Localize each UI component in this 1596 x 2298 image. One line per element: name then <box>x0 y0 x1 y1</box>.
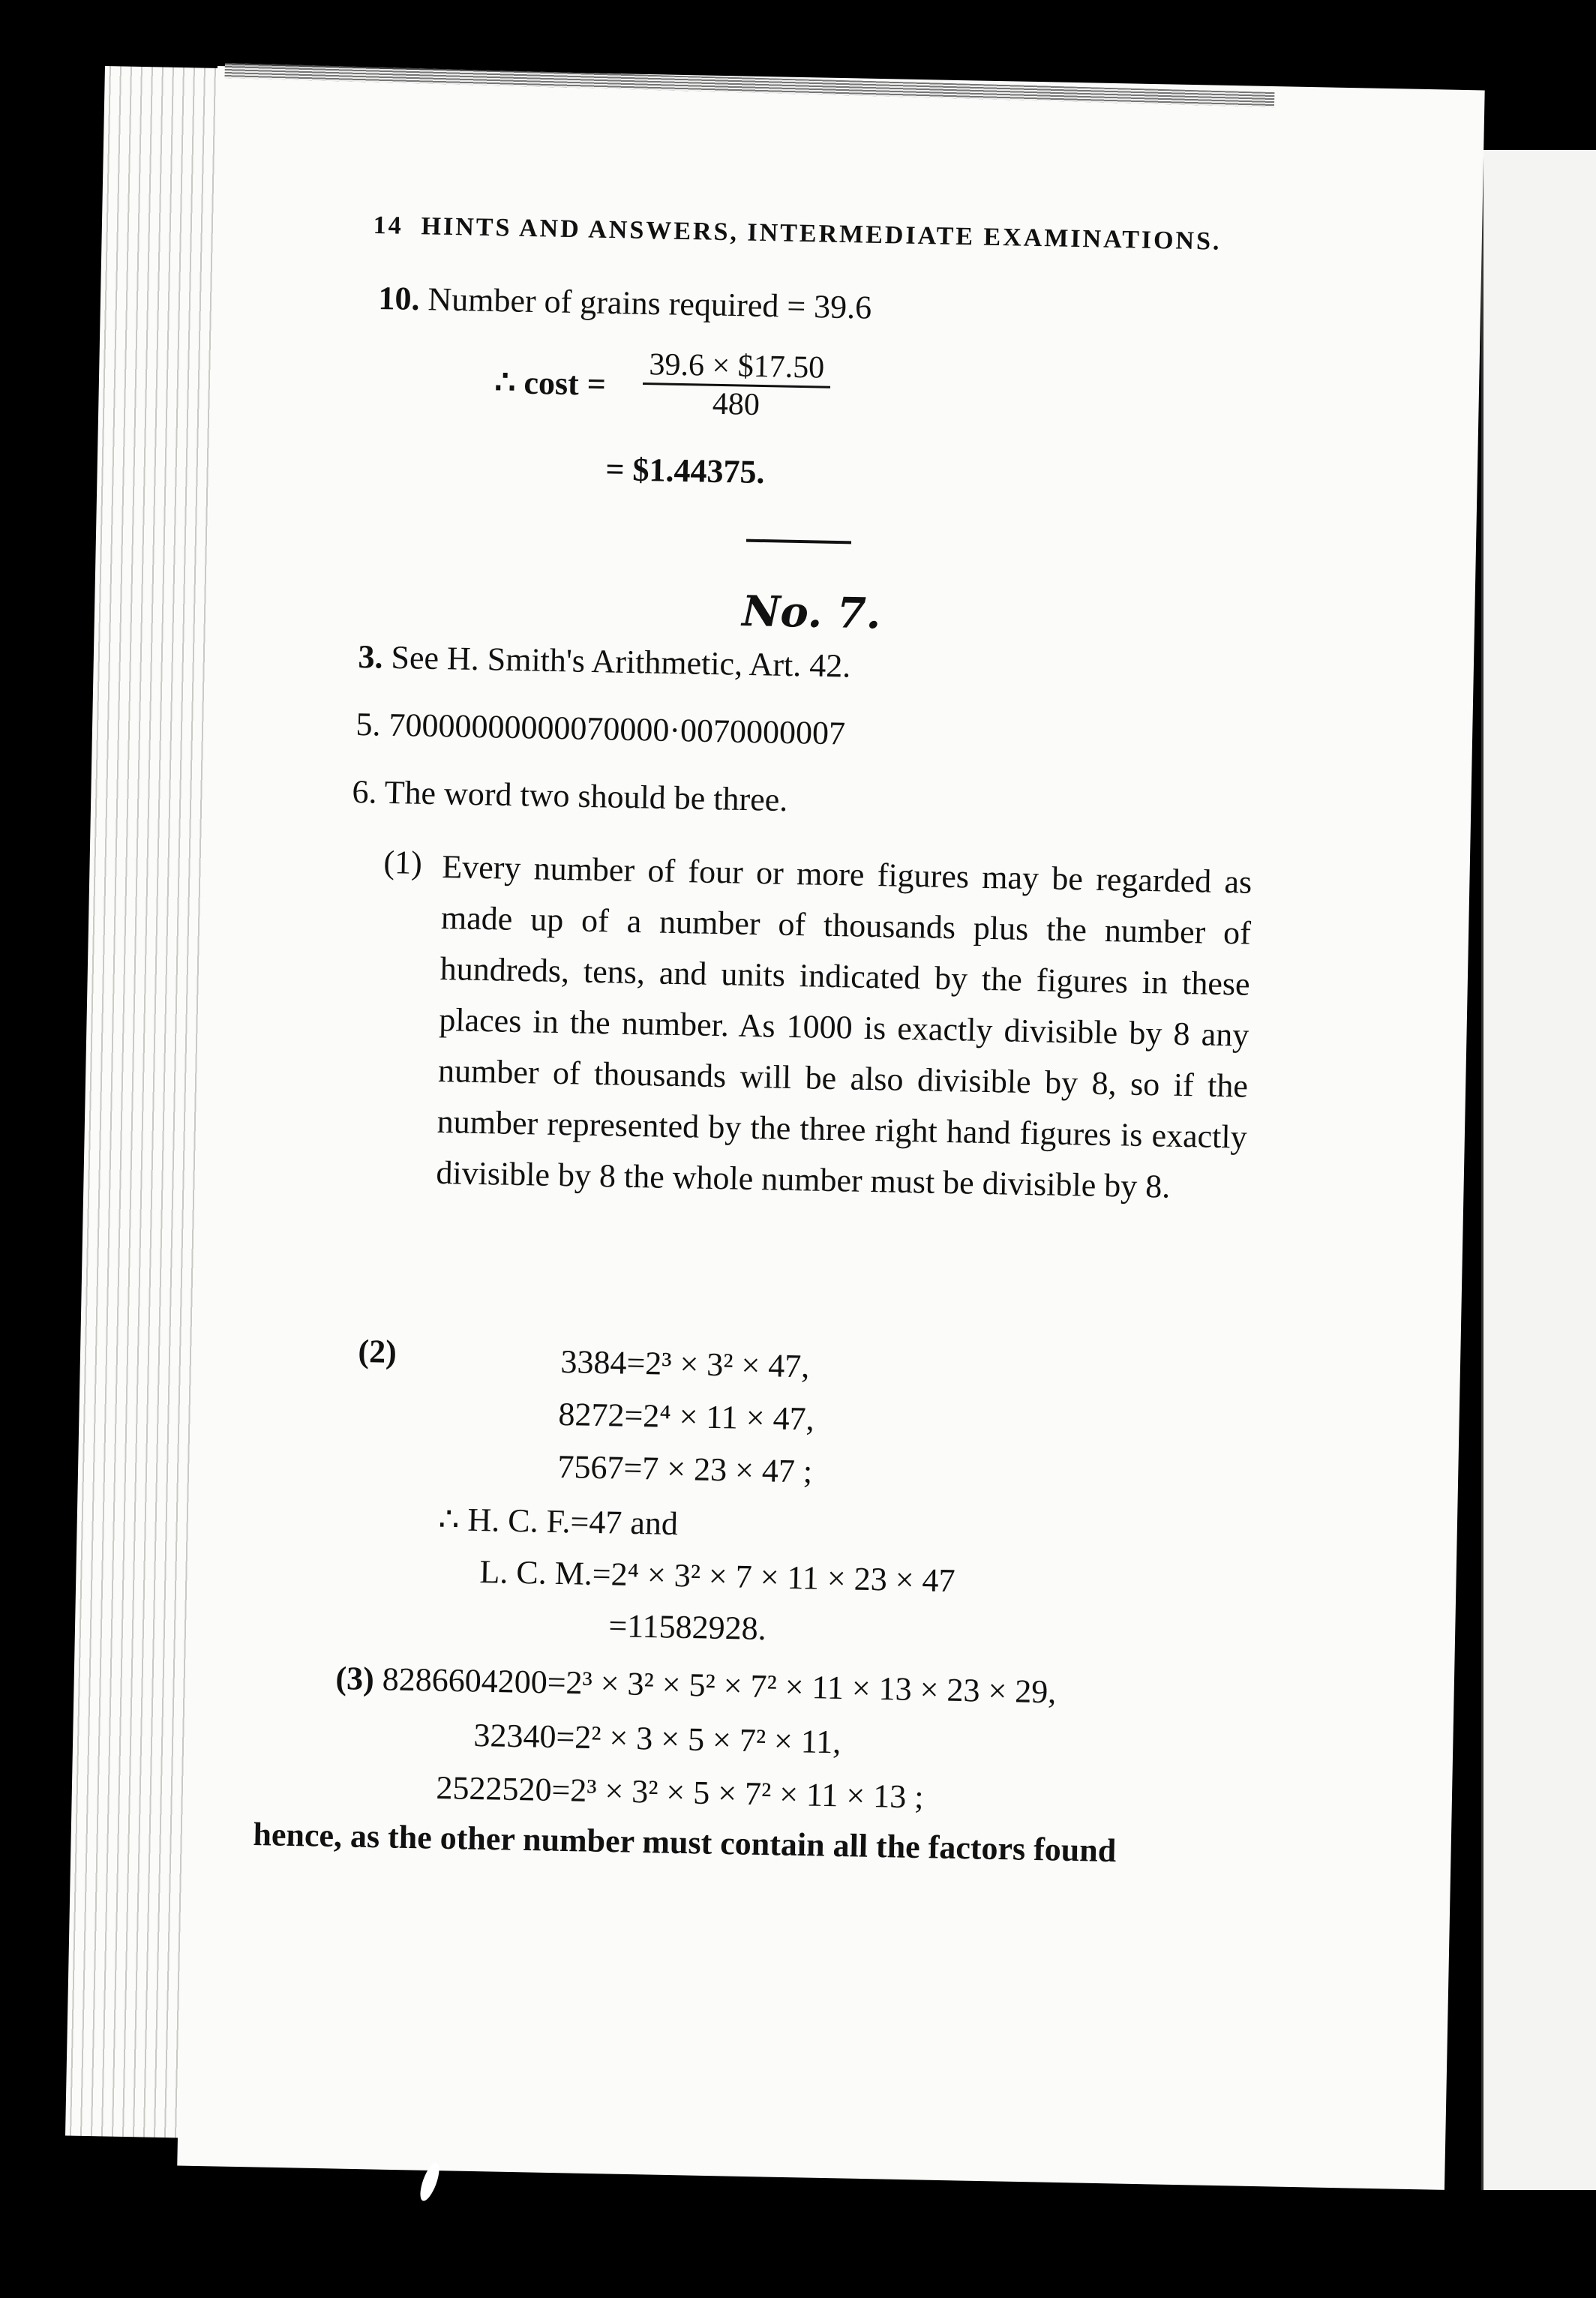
cost-result: = $1.44375. <box>605 450 766 491</box>
part-2-label: (2) <box>358 1332 398 1370</box>
cost-fraction <box>642 346 831 424</box>
item-text: The word two should be three. <box>384 773 788 819</box>
item-number: 3. <box>358 638 383 676</box>
item-number: 6. <box>352 772 377 811</box>
factor-line-32340: 32340=2² × 3 × 5 × 7² × 11, <box>473 1716 842 1761</box>
factor-line-7567: 7567=7 × 23 × 47 ; <box>557 1448 813 1490</box>
therefore-cost: ∴ cost = <box>494 363 607 403</box>
lcm-result: =11582928. <box>608 1606 767 1648</box>
facing-page-strip <box>1481 150 1596 2190</box>
closing-line: hence, as the other number must contain all the factors found <box>253 1815 1117 1870</box>
factor-line-3384: 3384=2³ × 3² × 47, <box>560 1342 810 1385</box>
item-text: 70000000000070000·0070000007 <box>388 706 846 752</box>
item-text: See H. Smith's Arithmetic, Art. 42. <box>391 638 851 685</box>
lcm-line: L. C. M.=2⁴ × 3² × 7 × 11 × 23 × 47 <box>479 1552 956 1600</box>
section-title: No. 7. <box>741 586 881 639</box>
problem-text: Number of grains required = 39.6 <box>428 280 872 326</box>
running-title: HINTS AND ANSWERS, INTERMEDIATE EXAMINATIONS. <box>421 212 1222 256</box>
factor-line-2522520: 2522520=2³ × 3² × 5 × 7² × 11 × 13 ; <box>436 1768 924 1816</box>
page-number: 14 <box>373 212 404 240</box>
fraction-denominator: 480 <box>712 386 760 422</box>
part-1-label: (1) <box>383 843 423 881</box>
part-1-paragraph: Every number of four or more figures may be regarded as made up of a number of thousands plus the number of hundreds, tens, and units indicated by the figures in these places in the number. As 1000 is exactly divisible by 8 any number of thousands will be also divisible by 8, so if the number represented by the three right hand figures is exactly divisible by 8 the whole number must be divisible by 8. <box>436 848 1252 1205</box>
fraction-numerator: 39.6 × $17.50 <box>643 346 831 388</box>
factor-line-8286604200: 8286604200=2³ × 3² × 5² × 7² × 11 × 13 × 23 × 29, <box>382 1660 1057 1711</box>
problem-number: 10. <box>378 279 420 318</box>
factor-line-8272: 8272=2⁴ × 11 × 47, <box>558 1395 815 1438</box>
part-3-label: (3) <box>335 1659 375 1697</box>
hcf-line: ∴ H. C. F.=47 and <box>438 1500 679 1543</box>
item-number: 5. <box>356 705 381 743</box>
